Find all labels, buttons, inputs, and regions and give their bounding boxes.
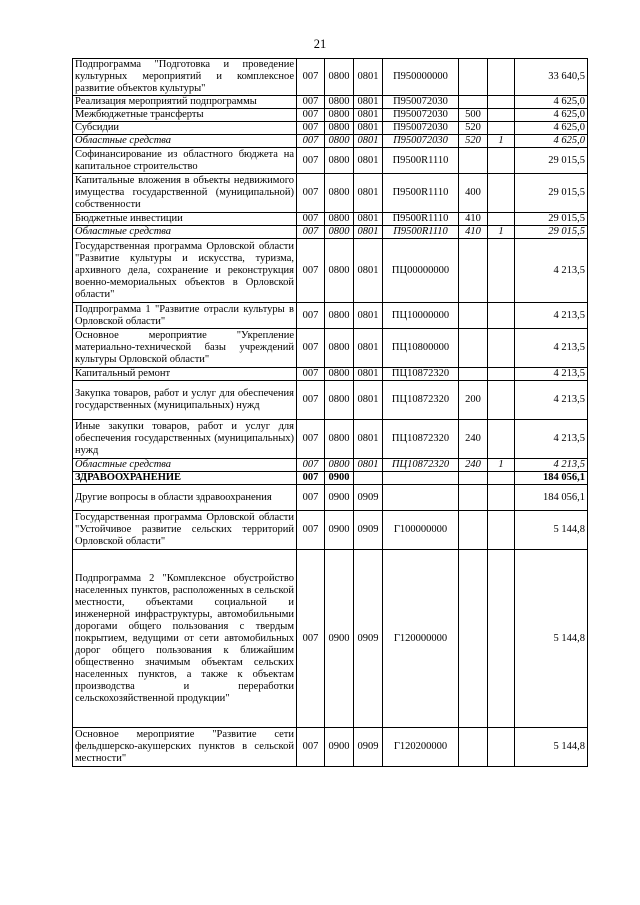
- admin-code: 007: [297, 135, 325, 148]
- row-name: Субсидии: [73, 122, 297, 135]
- expense-type-code: 520: [459, 122, 488, 135]
- target-article-code: ПЦ00000000: [383, 239, 459, 303]
- amount: 4 625,0: [515, 96, 588, 109]
- section-code: 0800: [325, 109, 354, 122]
- amount: 4 625,0: [515, 135, 588, 148]
- funding-source-code: 1: [488, 135, 515, 148]
- table-row: [73, 239, 588, 303]
- subsection-code: 0801: [354, 59, 383, 96]
- table-row: [73, 226, 588, 239]
- section-code: 0900: [325, 728, 354, 767]
- row-name: Подпрограмма 2 "Комплексное обустройство населенных пунктов, расположенных в сельской местности, объектами социальной и инженерной инфраструктуры, автомобильными дорогами общего пользования с твердым покрытием, ведущими от сети автомобильных дорог общего пользования к ближайшим общественно значимым объектам сельских населенных пунктов, а также к объектам производства и переработки сельскохозяйственной продукции": [73, 550, 297, 728]
- funding-source-code: [488, 329, 515, 368]
- admin-code: 007: [297, 459, 325, 472]
- section-code: 0800: [325, 122, 354, 135]
- target-article-code: [383, 472, 459, 485]
- section-code: 0800: [325, 420, 354, 459]
- amount: 29 015,5: [515, 148, 588, 174]
- subsection-code: 0909: [354, 550, 383, 728]
- target-article-code: П950000000: [383, 59, 459, 96]
- admin-code: 007: [297, 472, 325, 485]
- expense-type-code: [459, 511, 488, 550]
- admin-code: 007: [297, 122, 325, 135]
- target-article-code: Г120000000: [383, 550, 459, 728]
- expense-type-code: 400: [459, 174, 488, 213]
- funding-source-code: [488, 420, 515, 459]
- subsection-code: 0801: [354, 381, 383, 420]
- admin-code: 007: [297, 485, 325, 511]
- row-name: Межбюджетные трансферты: [73, 109, 297, 122]
- target-article-code: Г100000000: [383, 511, 459, 550]
- target-article-code: ПЦ10000000: [383, 303, 459, 329]
- amount: 4 213,5: [515, 239, 588, 303]
- target-article-code: П950072030: [383, 96, 459, 109]
- funding-source-code: [488, 109, 515, 122]
- amount: 5 144,8: [515, 511, 588, 550]
- expense-type-code: 500: [459, 109, 488, 122]
- target-article-code: П9500R1110: [383, 226, 459, 239]
- table-row: [73, 420, 588, 459]
- row-name: Закупка товаров, работ и услуг для обеспечения государственных (муниципальных) нужд: [73, 381, 297, 420]
- page-number: 21: [313, 37, 327, 51]
- table-row: [73, 213, 588, 226]
- table-row: [73, 59, 588, 96]
- table-row: [73, 303, 588, 329]
- row-name: Капитальные вложения в объекты недвижимого имущества государственной (муниципальной) собственности: [73, 174, 297, 213]
- funding-source-code: [488, 303, 515, 329]
- funding-source-code: [488, 148, 515, 174]
- row-name: Основное мероприятие "Укрепление материально-технической базы учреждений культуры Орловской области": [73, 329, 297, 368]
- row-name: Областные средства: [73, 135, 297, 148]
- table-row: [73, 329, 588, 368]
- admin-code: 007: [297, 96, 325, 109]
- row-name: Областные средства: [73, 459, 297, 472]
- admin-code: 007: [297, 381, 325, 420]
- amount: 5 144,8: [515, 728, 588, 767]
- section-code: 0800: [325, 303, 354, 329]
- funding-source-code: [488, 728, 515, 767]
- amount: 4 625,0: [515, 122, 588, 135]
- subsection-code: 0801: [354, 135, 383, 148]
- expense-type-code: [459, 472, 488, 485]
- admin-code: 007: [297, 368, 325, 381]
- table-row: [73, 109, 588, 122]
- funding-source-code: 1: [488, 226, 515, 239]
- funding-source-code: [488, 239, 515, 303]
- subsection-code: 0801: [354, 329, 383, 368]
- section-code: 0800: [325, 368, 354, 381]
- table-row: [73, 96, 588, 109]
- table-row: [73, 511, 588, 550]
- expense-type-code: [459, 550, 488, 728]
- budget-table: [72, 58, 588, 767]
- funding-source-code: [488, 213, 515, 226]
- amount: 4 213,5: [515, 303, 588, 329]
- amount: 184 056,1: [515, 472, 588, 485]
- admin-code: 007: [297, 728, 325, 767]
- admin-code: 007: [297, 420, 325, 459]
- funding-source-code: [488, 122, 515, 135]
- expense-type-code: 240: [459, 459, 488, 472]
- funding-source-code: [488, 368, 515, 381]
- amount: 33 640,5: [515, 59, 588, 96]
- section-code: 0900: [325, 511, 354, 550]
- target-article-code: [383, 485, 459, 511]
- table-row: [73, 550, 588, 728]
- amount: 29 015,5: [515, 226, 588, 239]
- admin-code: 007: [297, 239, 325, 303]
- admin-code: 007: [297, 109, 325, 122]
- target-article-code: П950072030: [383, 109, 459, 122]
- expense-type-code: [459, 728, 488, 767]
- target-article-code: П9500R1110: [383, 148, 459, 174]
- section-code: 0800: [325, 226, 354, 239]
- amount: 4 213,5: [515, 420, 588, 459]
- funding-source-code: [488, 96, 515, 109]
- subsection-code: 0909: [354, 511, 383, 550]
- section-code: 0800: [325, 135, 354, 148]
- table-row: [73, 174, 588, 213]
- target-article-code: Г120200000: [383, 728, 459, 767]
- section-code: 0800: [325, 329, 354, 368]
- admin-code: 007: [297, 303, 325, 329]
- row-name: Подпрограмма "Подготовка и проведение культурных мероприятий и комплексное развитие объектов культуры": [73, 59, 297, 96]
- section-code: 0800: [325, 59, 354, 96]
- row-name: Реализация мероприятий подпрограммы: [73, 96, 297, 109]
- expense-type-code: 240: [459, 420, 488, 459]
- target-article-code: П9500R1110: [383, 213, 459, 226]
- subsection-code: 0801: [354, 174, 383, 213]
- funding-source-code: 1: [488, 459, 515, 472]
- table-row: [73, 485, 588, 511]
- row-name: Капитальный ремонт: [73, 368, 297, 381]
- target-article-code: ПЦ10872320: [383, 381, 459, 420]
- table-row: [73, 459, 588, 472]
- subsection-code: 0801: [354, 303, 383, 329]
- subsection-code: 0801: [354, 226, 383, 239]
- section-code: 0800: [325, 213, 354, 226]
- section-code: 0900: [325, 485, 354, 511]
- funding-source-code: [488, 472, 515, 485]
- subsection-code: 0801: [354, 420, 383, 459]
- expense-type-code: [459, 368, 488, 381]
- expense-type-code: [459, 148, 488, 174]
- admin-code: 007: [297, 550, 325, 728]
- row-name: Подпрограмма 1 "Развитие отрасли культуры в Орловской области": [73, 303, 297, 329]
- table-row: [73, 135, 588, 148]
- expense-type-code: [459, 303, 488, 329]
- expense-type-code: 410: [459, 226, 488, 239]
- section-code: 0800: [325, 459, 354, 472]
- row-name: Бюджетные инвестиции: [73, 213, 297, 226]
- funding-source-code: [488, 511, 515, 550]
- subsection-code: 0801: [354, 213, 383, 226]
- subsection-code: [354, 472, 383, 485]
- subsection-code: 0909: [354, 728, 383, 767]
- table-row: [73, 148, 588, 174]
- amount: 4 213,5: [515, 368, 588, 381]
- funding-source-code: [488, 59, 515, 96]
- subsection-code: 0801: [354, 239, 383, 303]
- subsection-code: 0801: [354, 148, 383, 174]
- table-row: [73, 122, 588, 135]
- target-article-code: ПЦ10872320: [383, 368, 459, 381]
- amount: 4 213,5: [515, 459, 588, 472]
- funding-source-code: [488, 381, 515, 420]
- subsection-code: 0801: [354, 368, 383, 381]
- row-name: ЗДРАВООХРАНЕНИЕ: [73, 472, 297, 485]
- target-article-code: П950072030: [383, 135, 459, 148]
- subsection-code: 0909: [354, 485, 383, 511]
- funding-source-code: [488, 174, 515, 213]
- section-code: 0800: [325, 174, 354, 213]
- expense-type-code: [459, 59, 488, 96]
- admin-code: 007: [297, 511, 325, 550]
- section-code: 0900: [325, 472, 354, 485]
- expense-type-code: 410: [459, 213, 488, 226]
- subsection-code: 0801: [354, 459, 383, 472]
- target-article-code: П950072030: [383, 122, 459, 135]
- funding-source-code: [488, 550, 515, 728]
- subsection-code: 0801: [354, 96, 383, 109]
- row-name: Государственная программа Орловской области "Развитие культуры и искусства, туризма, архивного дела, сохранение и реконструкция военно-мемориальных объектов в Орловской области": [73, 239, 297, 303]
- table-row: [73, 368, 588, 381]
- table-row: [73, 472, 588, 485]
- row-name: Областные средства: [73, 226, 297, 239]
- amount: 5 144,8: [515, 550, 588, 728]
- admin-code: 007: [297, 226, 325, 239]
- target-article-code: ПЦ10800000: [383, 329, 459, 368]
- section-code: 0900: [325, 550, 354, 728]
- target-article-code: П9500R1110: [383, 174, 459, 213]
- expense-type-code: 520: [459, 135, 488, 148]
- admin-code: 007: [297, 148, 325, 174]
- admin-code: 007: [297, 213, 325, 226]
- table-row: [73, 728, 588, 767]
- amount: 29 015,5: [515, 213, 588, 226]
- amount: 184 056,1: [515, 485, 588, 511]
- target-article-code: ПЦ10872320: [383, 420, 459, 459]
- section-code: 0800: [325, 381, 354, 420]
- funding-source-code: [488, 485, 515, 511]
- expense-type-code: [459, 96, 488, 109]
- amount: 29 015,5: [515, 174, 588, 213]
- target-article-code: ПЦ10872320: [383, 459, 459, 472]
- amount: 4 625,0: [515, 109, 588, 122]
- expense-type-code: 200: [459, 381, 488, 420]
- subsection-code: 0801: [354, 122, 383, 135]
- section-code: 0800: [325, 148, 354, 174]
- admin-code: 007: [297, 59, 325, 96]
- expense-type-code: [459, 239, 488, 303]
- row-name: Основное мероприятие "Развитие сети фельдшерско-акушерских пунктов в сельской местности": [73, 728, 297, 767]
- row-name: Иные закупки товаров, работ и услуг для обеспечения государственных (муниципальных) нужд: [73, 420, 297, 459]
- admin-code: 007: [297, 329, 325, 368]
- table-row: [73, 381, 588, 420]
- subsection-code: 0801: [354, 109, 383, 122]
- expense-type-code: [459, 485, 488, 511]
- section-code: 0800: [325, 239, 354, 303]
- row-name: Государственная программа Орловской области "Устойчивое развитие сельских территорий Орловской области": [73, 511, 297, 550]
- admin-code: 007: [297, 174, 325, 213]
- amount: 4 213,5: [515, 329, 588, 368]
- expense-type-code: [459, 329, 488, 368]
- section-code: 0800: [325, 96, 354, 109]
- row-name: Софинансирование из областного бюджета на капитальное строительство: [73, 148, 297, 174]
- row-name: Другие вопросы в области здравоохранения: [73, 485, 297, 511]
- amount: 4 213,5: [515, 381, 588, 420]
